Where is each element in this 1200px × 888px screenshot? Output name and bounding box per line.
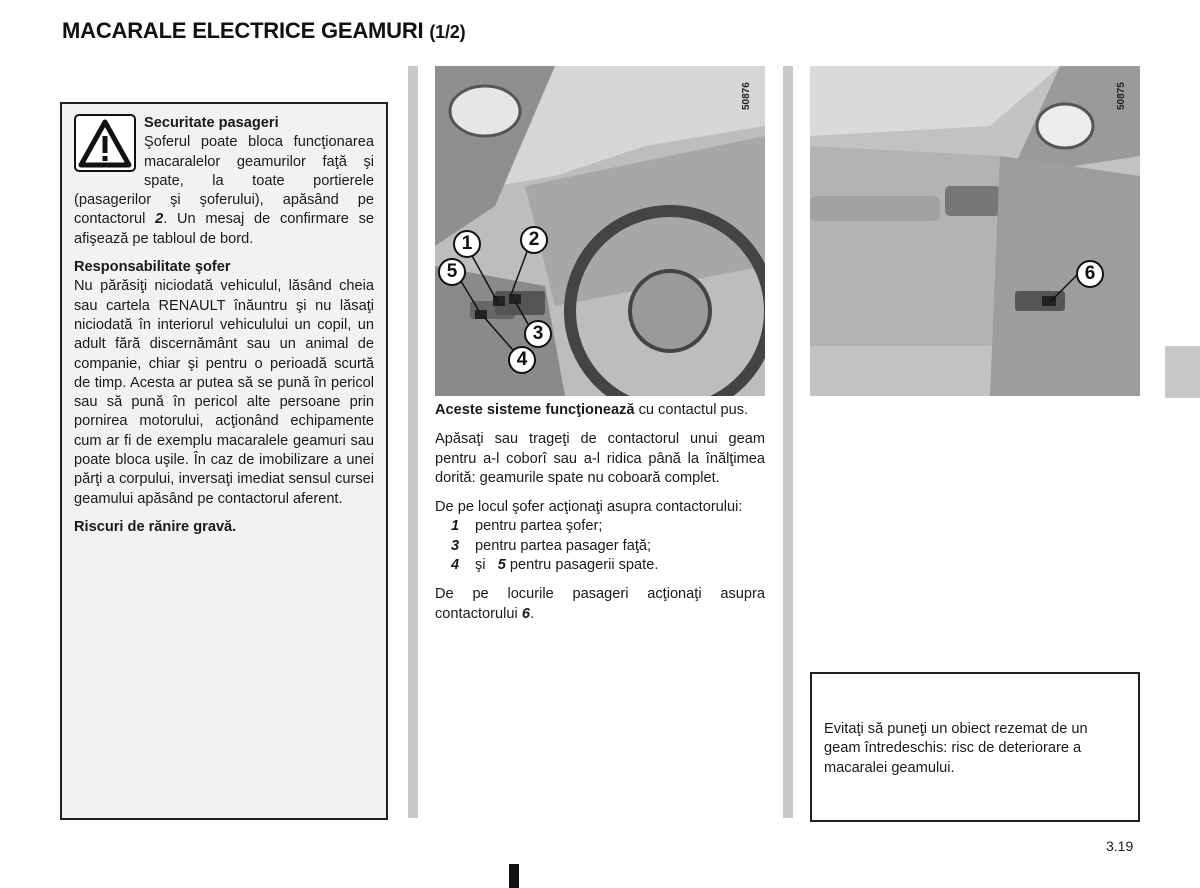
body-paragraph-driver-seat: De pe locul şofer acţionaţi asupra contactorului: [435, 499, 743, 516]
column-separator-right [783, 66, 793, 818]
list-item: 4 şi 5 pentru pasagerii spate. [451, 557, 659, 574]
warning-heading-passenger-safety: Securitate pasageri [144, 115, 279, 131]
list-item: 3 pentru partea pasager faţă; [451, 537, 652, 554]
warning-heading-injury-risk: Riscuri de rănire gravă. [74, 518, 237, 535]
figure-code-right: 50875 [1116, 82, 1127, 110]
callout-1: 1 [453, 230, 481, 258]
column-separator-left [408, 66, 418, 818]
page-number: 3.19 [1106, 838, 1134, 854]
passenger-cabin-illustration [810, 66, 1140, 396]
callout-3: 3 [524, 320, 552, 348]
chapter-tab-marker [1165, 346, 1200, 398]
driver-cabin-illustration [435, 66, 765, 396]
warning-triangle-icon [74, 114, 136, 172]
body-paragraph-passenger-seats: De pe locurile pasageri acţionaţi asupra contactorului 6. [435, 586, 765, 622]
bottom-crop-mark [509, 864, 519, 888]
callout-4: 4 [508, 346, 536, 374]
title-text: MACARALE ELECTRICE GEAMURI [62, 18, 424, 43]
body-text [435, 401, 765, 634]
page-title [62, 18, 465, 44]
warning-driver-responsibility-text: Nu părăsiţi niciodată vehiculul, lăsând cheia sau cartela RENAULT înăuntru şi nu lăsaţi niciodată în interiorul vehiculului un copil, un adult fără discernământ sau un animal de companie, chiar şi pentru o perioadă scurtă de timp. Acesta ar putea să se pună în pericol sau să pună în pericol alte persoane prin pornirea motorului, acţionând echipamente cum ar fi de exemplu macaralele geamuri sau poate bloca uşile. În caz de imobilizare a unei părţi a corpului, inversaţi imediat sensul cursei geamului apăsând pe contactorul aferent. [74, 278, 374, 507]
callout-2: 2 [520, 226, 548, 254]
warning-box [60, 102, 388, 820]
note-text: Evitaţi să puneţi un obiect rezemat de un geam întredeschis: risc de deteriorare a macaralei geamului. [824, 721, 1088, 776]
figure-passenger-door-switch [810, 66, 1140, 396]
callout-6: 6 [1076, 260, 1104, 288]
body-paragraph-usage: Apăsaţi sau trageţi de contactorul unui geam pentru a-l coborî sau a-l ridica până la înălţimea dorită: geamurile spate nu coboară complet. [435, 431, 765, 486]
figure-driver-door-switches [435, 66, 765, 396]
figure-code-left: 50876 [741, 82, 752, 110]
callout-5: 5 [438, 258, 466, 286]
title-page-indicator: (1/2) [429, 22, 466, 42]
note-box [810, 672, 1140, 822]
warning-heading-driver-responsibility: Responsabilitate şofer [74, 259, 231, 276]
body-paragraph-operation: Aceste sisteme funcţionează cu contactul pus. [435, 402, 749, 418]
warning-passenger-safety-text: Şoferul poate bloca funcţionarea macaralelor geamurilor faţă şi spate, la toate portierele (pasagerilor şi şoferului), apăsând pe contactorul 2. Un mesaj de confirmare se afişează pe tabloul de bord. [74, 134, 374, 247]
list-item: 1 pentru partea şofer; [451, 518, 603, 535]
